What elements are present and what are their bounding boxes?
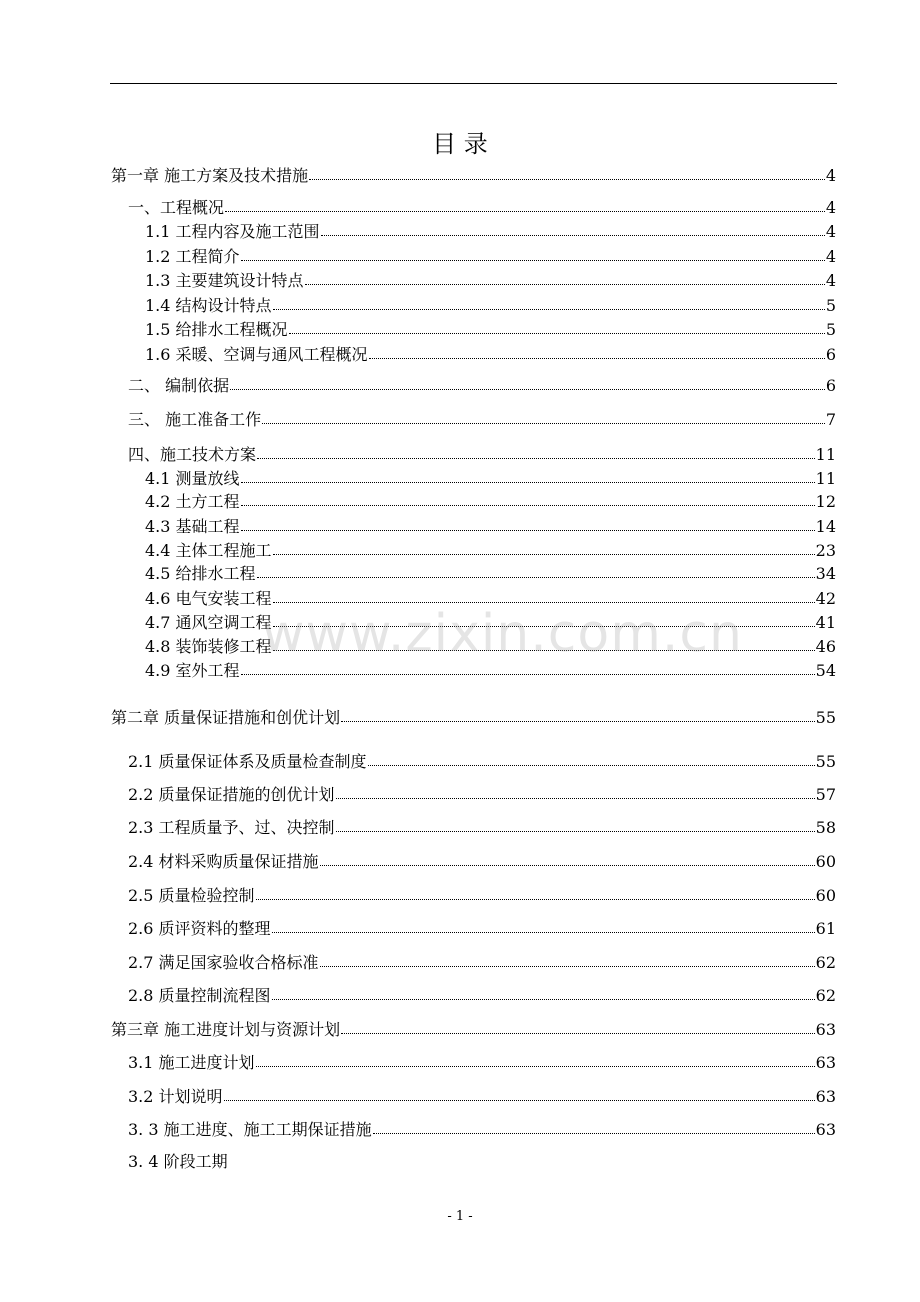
toc-entry[interactable] <box>145 344 836 366</box>
toc-entry-label: 第一章 施工方案及技术措施 <box>111 166 309 185</box>
toc-entry-label: 二、 编制依据 <box>128 376 230 395</box>
toc-leader-dots <box>262 409 825 424</box>
toc-entry-page: 4 <box>825 271 836 290</box>
toc-entry-label: 4.2 土方工程 <box>145 492 240 511</box>
toc-entry[interactable] <box>128 409 836 431</box>
toc-entry[interactable] <box>128 751 836 773</box>
toc-entry-page: 6 <box>825 345 836 364</box>
toc-leader-dots <box>241 491 815 506</box>
toc-entry-label: 4.5 给排水工程 <box>145 564 256 583</box>
toc-entry-label: 1.4 结构设计特点 <box>145 296 272 315</box>
toc-entry[interactable] <box>128 1086 836 1108</box>
toc-leader-dots <box>272 918 815 933</box>
toc-entry-page: 55 <box>815 708 836 727</box>
toc-entry[interactable] <box>145 270 836 292</box>
toc-entry[interactable] <box>128 1052 836 1074</box>
toc-leader-dots <box>273 295 825 310</box>
toc-entry[interactable] <box>128 444 836 466</box>
toc-entry[interactable] <box>128 952 836 974</box>
toc-entry-label: 4.9 室外工程 <box>145 661 240 680</box>
toc-leader-dots <box>257 563 815 578</box>
toc-leader-dots <box>273 540 815 555</box>
toc-entry-label: 2.4 材料采购质量保证措施 <box>128 852 319 871</box>
toc-leader-dots <box>336 784 815 799</box>
toc-entry-label: 2.3 工程质量予、过、决控制 <box>128 818 335 837</box>
toc-entry-label: 2.8 质量控制流程图 <box>128 986 271 1005</box>
toc-entry[interactable] <box>128 197 836 219</box>
toc-entry[interactable] <box>128 1151 228 1173</box>
toc-entry-page: 11 <box>815 469 836 488</box>
toc-entry-label: 4.8 装饰装修工程 <box>145 637 272 656</box>
toc-entry-label: 2.6 质评资料的整理 <box>128 919 271 938</box>
toc-entry-label: 四、施工技术方案 <box>128 445 257 464</box>
toc-entry-page: 12 <box>815 492 836 511</box>
toc-entry-page: 4 <box>825 222 836 241</box>
toc-leader-dots <box>256 885 815 900</box>
toc-leader-dots <box>241 516 815 531</box>
toc-entry-page: 41 <box>815 613 836 632</box>
toc-leader-dots <box>336 817 815 832</box>
toc-entry-page: 61 <box>815 919 836 938</box>
page-title: 目 录 <box>432 130 488 158</box>
toc-leader-dots <box>225 197 825 212</box>
toc-entry-page: 5 <box>825 320 836 339</box>
toc-entry-page: 54 <box>815 661 836 680</box>
toc-leader-dots <box>272 985 815 1000</box>
toc-leader-dots <box>273 588 815 603</box>
toc-entry[interactable] <box>128 784 836 806</box>
toc-entry-label: 2.2 质量保证措施的创优计划 <box>128 785 335 804</box>
toc-entry-page: 57 <box>815 785 836 804</box>
toc-leader-dots <box>309 165 825 180</box>
toc-entry[interactable] <box>111 1019 836 1041</box>
toc-entry-page: 62 <box>815 953 836 972</box>
toc-entry-label: 第三章 施工进度计划与资源计划 <box>111 1020 341 1039</box>
toc-entry-page: 62 <box>815 986 836 1005</box>
toc-entry-page: 63 <box>815 1087 836 1106</box>
toc-entry-label: 4.3 基础工程 <box>145 517 240 536</box>
toc-entry[interactable] <box>128 985 836 1007</box>
toc-leader-dots <box>373 1119 815 1134</box>
page-number-footer: - 1 - <box>447 1209 473 1224</box>
toc-entry-label: 4.7 通风空调工程 <box>145 613 272 632</box>
toc-entry-page: 23 <box>815 541 836 560</box>
toc-entry-label: 3.2 计划说明 <box>128 1087 223 1106</box>
toc-leader-dots <box>256 1052 815 1067</box>
toc-leader-dots <box>341 707 815 722</box>
toc-leader-dots <box>369 344 825 359</box>
toc-entry[interactable] <box>145 563 836 585</box>
toc-entry-label: 1.3 主要建筑设计特点 <box>145 271 304 290</box>
toc-entry-page: 7 <box>825 410 836 429</box>
toc-entry-label: 1.6 采暖、空调与通风工程概况 <box>145 345 368 364</box>
toc-entry-label: 一、工程概况 <box>128 198 225 217</box>
toc-entry-page: 55 <box>815 752 836 771</box>
toc-entry-page: 14 <box>815 517 836 536</box>
toc-entry[interactable] <box>128 918 836 940</box>
toc-entry[interactable] <box>128 375 836 397</box>
toc-entry-page: 46 <box>815 637 836 656</box>
toc-leader-dots <box>320 952 815 967</box>
toc-entry-page: 11 <box>815 445 836 464</box>
toc-entry[interactable] <box>111 707 836 729</box>
toc-entry[interactable] <box>145 295 836 317</box>
toc-entry-label: 3.1 施工进度计划 <box>128 1053 255 1072</box>
toc-entry-label: 三、 施工准备工作 <box>128 410 262 429</box>
toc-entry-page: 63 <box>815 1120 836 1139</box>
toc-leader-dots <box>368 751 815 766</box>
toc-entry[interactable] <box>128 885 836 907</box>
toc-entry-page: 34 <box>815 564 836 583</box>
toc-entry[interactable] <box>128 1119 836 1141</box>
toc-entry-page: 4 <box>825 247 836 266</box>
watermark: www.zixin.com.cn <box>262 604 743 664</box>
toc-leader-dots <box>341 1019 815 1034</box>
toc-entry-label: 2.7 满足国家验收合格标准 <box>128 953 319 972</box>
toc-entry-page: 63 <box>815 1053 836 1072</box>
toc-entry-page: 4 <box>825 198 836 217</box>
toc-entry-page: 6 <box>825 376 836 395</box>
toc-leader-dots <box>257 444 815 459</box>
toc-entry[interactable] <box>111 165 836 187</box>
toc-entry-page: 63 <box>815 1020 836 1039</box>
toc-entry-page: 58 <box>815 818 836 837</box>
toc-entry[interactable] <box>145 516 836 538</box>
toc-leader-dots <box>289 319 825 334</box>
toc-entry-label: 3. 4 阶段工期 <box>128 1152 228 1171</box>
toc-entry-label: 3. 3 施工进度、施工工期保证措施 <box>128 1120 372 1139</box>
toc-entry-page: 42 <box>815 589 836 608</box>
toc-leader-dots <box>320 851 815 866</box>
toc-entry-label: 1.2 工程简介 <box>145 247 240 266</box>
toc-leader-dots <box>241 246 825 261</box>
toc-entry-label: 第二章 质量保证措施和创优计划 <box>111 708 341 727</box>
toc-leader-dots <box>224 1086 815 1101</box>
toc-entry-label: 1.5 给排水工程概况 <box>145 320 288 339</box>
toc-entry-label: 4.6 电气安装工程 <box>145 589 272 608</box>
toc-entry-label: 2.1 质量保证体系及质量检查制度 <box>128 752 367 771</box>
toc-entry[interactable] <box>145 246 836 268</box>
toc-entry[interactable] <box>128 817 836 839</box>
toc-entry-page: 4 <box>825 166 836 185</box>
toc-entry-label: 4.4 主体工程施工 <box>145 541 272 560</box>
toc-entry-page: 60 <box>815 852 836 871</box>
toc-entry-label: 1.1 工程内容及施工范围 <box>145 222 320 241</box>
toc-leader-dots <box>321 221 825 236</box>
toc-entry[interactable] <box>145 319 836 341</box>
toc-entry[interactable] <box>145 491 836 513</box>
toc-leader-dots <box>241 468 815 483</box>
toc-entry[interactable] <box>145 468 836 490</box>
toc-entry[interactable] <box>145 540 836 562</box>
toc-leader-dots <box>305 270 825 285</box>
toc-entry[interactable] <box>128 851 836 873</box>
toc-entry-page: 5 <box>825 296 836 315</box>
toc-entry-label: 2.5 质量检验控制 <box>128 886 255 905</box>
toc-entry-label: 4.1 测量放线 <box>145 469 240 488</box>
toc-leader-dots <box>230 375 825 390</box>
toc-entry[interactable] <box>145 221 836 243</box>
toc-entry-page: 60 <box>815 886 836 905</box>
